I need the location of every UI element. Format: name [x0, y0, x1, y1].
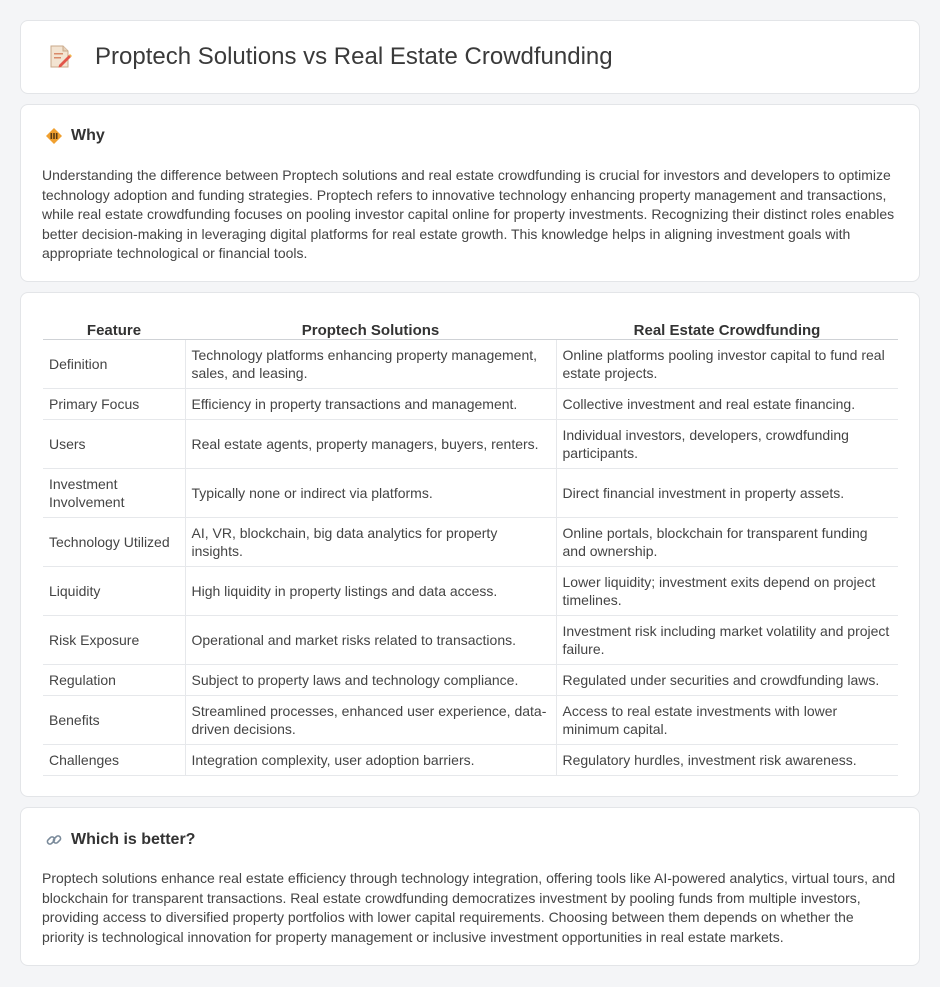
- proptech-cell: Operational and market risks related to transactions.: [185, 615, 556, 664]
- header-proptech: Proptech Solutions: [185, 315, 556, 339]
- comparison-card: [20, 292, 920, 797]
- feature-cell: Primary Focus: [43, 388, 185, 419]
- why-heading: Why: [71, 127, 105, 144]
- link-icon: [45, 831, 63, 849]
- document-pencil-icon: [47, 44, 73, 70]
- crowdfunding-cell: Online portals, blockchain for transparent funding and ownership.: [556, 517, 898, 566]
- why-text: Understanding the difference between Proptech solutions and real estate crowdfunding is crucial for investors and developers to optimize technology adoption and funding strategies. Proptech refers to innovative technology enhancing property management and transactions, while real estate crowdfunding focuses on pooling investor capital online for property investments. Recognizing their distinct roles enables better decision-making in leveraging digital platforms for real estate growth. This knowledge helps in aligning investment goals with appropriate technological or financial tools.: [42, 167, 895, 262]
- crowdfunding-cell: Lower liquidity; investment exits depend on project timelines.: [556, 566, 898, 615]
- crowdfunding-cell: Access to real estate investments with lower minimum capital.: [556, 695, 898, 744]
- table-header-row: [43, 315, 898, 339]
- comparison-table: [43, 315, 898, 776]
- feature-cell: Users: [43, 419, 185, 468]
- proptech-cell: Real estate agents, property managers, buyers, renters.: [185, 419, 556, 468]
- crowdfunding-cell: Individual investors, developers, crowdfunding participants.: [556, 419, 898, 468]
- feature-cell: Definition: [43, 339, 185, 388]
- better-heading: Which is better?: [71, 831, 196, 848]
- why-header: [45, 127, 105, 145]
- table-row: [43, 419, 898, 468]
- table-row: [43, 744, 898, 775]
- proptech-cell: AI, VR, blockchain, big data analytics for property insights.: [185, 517, 556, 566]
- crowdfunding-cell: Regulatory hurdles, investment risk awareness.: [556, 744, 898, 775]
- proptech-cell: Efficiency in property transactions and management.: [185, 388, 556, 419]
- table-row: [43, 468, 898, 517]
- table-row: [43, 566, 898, 615]
- better-header: [45, 831, 195, 849]
- feature-cell: Risk Exposure: [43, 615, 185, 664]
- proptech-cell: Technology platforms enhancing property management, sales, and leasing.: [185, 339, 556, 388]
- crowdfunding-cell: Investment risk including market volatility and project failure.: [556, 615, 898, 664]
- better-text: Proptech solutions enhance real estate efficiency through technology integration, offering tools like AI-powered analytics, virtual tours, and blockchain for transparent transactions. Real estate crowdfunding democratizes investment by pooling funds from multiple investors, providing access to diversified property portfolios with lower capital requirements. Choosing between them depends on whether the priority is technological innovation for property management or inclusive investment opportunities in real estate markets.: [42, 870, 896, 945]
- crowdfunding-cell: Direct financial investment in property assets.: [556, 468, 898, 517]
- feature-cell: Regulation: [43, 664, 185, 695]
- proptech-cell: High liquidity in property listings and data access.: [185, 566, 556, 615]
- crowdfunding-cell: Collective investment and real estate financing.: [556, 388, 898, 419]
- header-crowdfunding: Real Estate Crowdfunding: [556, 315, 898, 339]
- page-title: Proptech Solutions vs Real Estate Crowdfunding: [95, 43, 613, 70]
- feature-cell: Benefits: [43, 695, 185, 744]
- table-row: [43, 615, 898, 664]
- crowdfunding-cell: Regulated under securities and crowdfunding laws.: [556, 664, 898, 695]
- feature-cell: Investment Involvement: [43, 468, 185, 517]
- proptech-cell: Integration complexity, user adoption barriers.: [185, 744, 556, 775]
- table-row: [43, 388, 898, 419]
- why-card: [20, 104, 920, 282]
- crowdfunding-cell: Online platforms pooling investor capital to fund real estate projects.: [556, 339, 898, 388]
- proptech-cell: Typically none or indirect via platforms.: [185, 468, 556, 517]
- feature-cell: Technology Utilized: [43, 517, 185, 566]
- which-better-card: [20, 807, 920, 966]
- feature-cell: Challenges: [43, 744, 185, 775]
- title-card: [20, 20, 920, 94]
- table-row: [43, 664, 898, 695]
- proptech-cell: Streamlined processes, enhanced user experience, data-driven decisions.: [185, 695, 556, 744]
- warning-diamond-icon: [45, 127, 63, 145]
- proptech-cell: Subject to property laws and technology compliance.: [185, 664, 556, 695]
- table-row: [43, 695, 898, 744]
- table-row: [43, 339, 898, 388]
- table-row: [43, 517, 898, 566]
- header-feature: Feature: [43, 315, 185, 339]
- feature-cell: Liquidity: [43, 566, 185, 615]
